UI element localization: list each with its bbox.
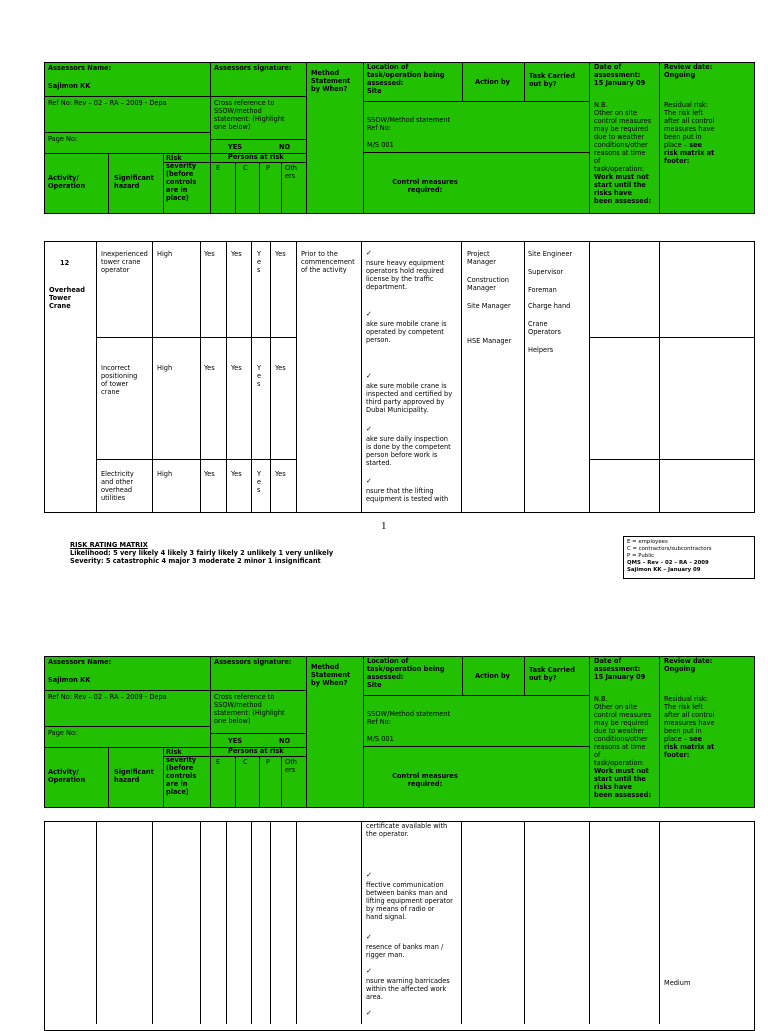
col-c: C: [243, 164, 248, 172]
hazard-2: Incorrect positioning of tower crane: [101, 364, 138, 396]
p-1: Y e s: [257, 250, 262, 274]
c-3: Yes: [231, 470, 242, 478]
activity-header: Activity/ Operation: [48, 768, 86, 784]
ref-no: Ref No: Rev – 02 – RA – 2009 - Depa: [48, 693, 167, 701]
check-icon: ✓: [366, 477, 372, 485]
page-no: Page No:: [48, 135, 78, 143]
control-5: nsure that the lifting equipment is tested with: [366, 487, 449, 503]
activity-header: Activity/ Operation: [48, 174, 86, 190]
carried-by-5: Crane Operators: [528, 320, 561, 336]
review-date: Review date: Ongoing: [664, 657, 713, 673]
col-c: C: [243, 758, 248, 766]
control-1: nsure heavy equipment operators hold required license by the traffic department.: [366, 259, 445, 291]
action-by-4: HSE Manager: [467, 337, 512, 345]
method-when: Prior to the commencement of the activity: [301, 250, 355, 274]
risk-matrix-title: RISK RATING MATRIX: [70, 541, 148, 549]
col-others: Oth ers: [285, 758, 297, 774]
no-label: NO: [279, 143, 291, 151]
likelihood-scale: Likelihood: 5 very likely 4 likely 3 fairly likely 2 unlikely 1 very unlikely: [70, 549, 334, 557]
others-2: Yes: [275, 364, 286, 372]
others-1: Yes: [275, 250, 286, 258]
legend-e: E = employees: [627, 539, 668, 545]
location-label: Location of task/operation being assessed: Site: [367, 657, 445, 689]
control-continued: certificate available with the operator.: [366, 822, 448, 838]
review-date: Review date: Ongoing: [664, 63, 713, 79]
carried-by-6: Helpers: [528, 346, 554, 354]
ssow-statement: SSOW/Method statement Ref No:: [367, 710, 451, 726]
check-icon: ✓: [366, 871, 372, 879]
control-7: resence of banks man / rigger man.: [366, 943, 444, 959]
yes-label: YES: [228, 737, 243, 745]
ssow-statement: SSOW/Method statement Ref No:: [367, 116, 451, 132]
col-p: P: [266, 758, 270, 766]
legend-author: Sajimon KK – January 09: [627, 567, 701, 573]
col-e: E: [216, 758, 221, 766]
e-2: Yes: [204, 364, 215, 372]
p-3: Y e s: [257, 470, 262, 494]
item-number: 12: [60, 259, 70, 267]
col-others: Oth ers: [285, 164, 297, 180]
cross-reference: Cross reference to SSOW/method statement: (Highlight one below): [214, 99, 285, 131]
assessors-name-label: Assessors Name:: [48, 64, 112, 72]
action-by-2: Construction Manager: [467, 276, 509, 292]
control-measures-header: Control measures required:: [392, 178, 458, 194]
carried-by-1: Site Engineer: [528, 250, 573, 258]
check-icon: ✓: [366, 425, 372, 433]
check-icon: ✓: [366, 372, 372, 380]
residual-risk-text: Residual risk: The risk left after all control measures have been put in place – see risk matrix at footer:: [664, 101, 715, 165]
date-assessment: Date of assessment: 15 January 09: [594, 657, 646, 681]
location-label: Location of task/operation being assessed: Site: [367, 63, 445, 95]
method-statement: Method Statement by When?: [311, 69, 351, 93]
task-carried-header: Task Carried out by?: [529, 72, 575, 88]
severity-2: High: [157, 364, 173, 372]
legend-p: P = Public: [627, 553, 655, 559]
ms-number: M/S 001: [367, 141, 394, 149]
assessors-name-value: Sajimon KK: [48, 676, 91, 684]
assessors-name-value: Sajimon KK: [48, 82, 91, 90]
c-2: Yes: [231, 364, 242, 372]
severity-scale: Severity: 5 catastrophic 4 major 3 moderate 2 minor 1 insignificant: [70, 557, 321, 565]
activity-overhead-crane: Overhead Tower Crane: [49, 286, 85, 310]
c-1: Yes: [231, 250, 242, 258]
assessors-signature: Assessors signature:: [214, 64, 292, 72]
col-e: E: [216, 164, 221, 172]
significant-hazard-header: Significant hazard: [114, 768, 154, 784]
action-by-1: Project Manager: [467, 250, 496, 266]
nb-text: N.B. Other on site control measures may be required due to weather conditions/other reasons at time of task/operation: Work must not start until the risks have been assessed:: [594, 101, 652, 205]
cross-reference: Cross reference to SSOW/method statement: (Highlight one below): [214, 693, 285, 725]
persons-at-risk-header: Persons at risk: [228, 747, 284, 755]
ref-no: Ref No: Rev – 02 – RA – 2009 - Depa: [48, 99, 167, 107]
carried-by-4: Charge hand: [528, 302, 571, 310]
check-icon: ✓: [366, 1009, 372, 1017]
severity-3: High: [157, 470, 173, 478]
risk-severity-header: Risk severity (before controls are in place): [166, 748, 197, 796]
nb-text: N.B. Other on site control measures may be required due to weather conditions/other reasons at time of task/operation: Work must not start until the risks have been assessed:: [594, 695, 652, 799]
yes-label: YES: [228, 143, 243, 151]
carried-by-2: Supervisor: [528, 268, 564, 276]
hazard-1: Inexperienced tower crane operator: [101, 250, 148, 274]
control-2: ake sure mobile crane is operated by competent person.: [366, 320, 447, 344]
carried-by-3: Foreman: [528, 286, 557, 294]
check-icon: ✓: [366, 310, 372, 318]
control-6: ffective communication between banks man and lifting equipment operator by means of radio or hand signal.: [366, 881, 453, 921]
check-icon: ✓: [366, 967, 372, 975]
e-1: Yes: [204, 250, 215, 258]
ms-number: M/S 001: [367, 735, 394, 743]
page-no: Page No:: [48, 729, 78, 737]
check-icon: ✓: [366, 933, 372, 941]
severity-1: High: [157, 250, 173, 258]
action-by-header: Action by: [475, 672, 510, 680]
risk-severity-header: Risk severity (before controls are in place): [166, 154, 197, 202]
e-3: Yes: [204, 470, 215, 478]
significant-hazard-header: Significant hazard: [114, 174, 154, 190]
action-by-header: Action by: [475, 78, 510, 86]
residual-risk-text: Residual risk: The risk left after all control measures have been put in place – see risk matrix at footer:: [664, 695, 715, 759]
task-carried-header: Task Carried out by?: [529, 666, 575, 682]
date-assessment: Date of assessment: 15 January 09: [594, 63, 646, 87]
legend-c: C = contractors/subcontractors: [627, 546, 712, 552]
legend-qms: QMS – Rev – 02 – RA – 2009: [627, 560, 709, 566]
action-by-3: Site Manager: [467, 302, 511, 310]
p-2: Y e s: [257, 364, 262, 388]
hazard-3: Electricity and other overhead utilities: [101, 470, 134, 502]
residual-medium: Medium: [664, 979, 691, 987]
persons-at-risk-header: Persons at risk: [228, 153, 284, 161]
method-statement: Method Statement by When?: [311, 663, 351, 687]
control-3: ake sure mobile crane is inspected and certified by third party approved by Dubai Municipality.: [366, 382, 453, 414]
others-3: Yes: [275, 470, 286, 478]
control-measures-header: Control measures required:: [392, 772, 458, 788]
control-8: nsure warning barricades within the affected work area.: [366, 977, 450, 1001]
no-label: NO: [279, 737, 291, 745]
col-p: P: [266, 164, 270, 172]
control-4: ake sure daily inspection is done by the competent person before work is started.: [366, 435, 451, 467]
assessors-name-label: Assessors Name:: [48, 658, 112, 666]
check-icon: ✓: [366, 249, 372, 257]
page-number: 1: [381, 520, 387, 532]
assessors-signature: Assessors signature:: [214, 658, 292, 666]
